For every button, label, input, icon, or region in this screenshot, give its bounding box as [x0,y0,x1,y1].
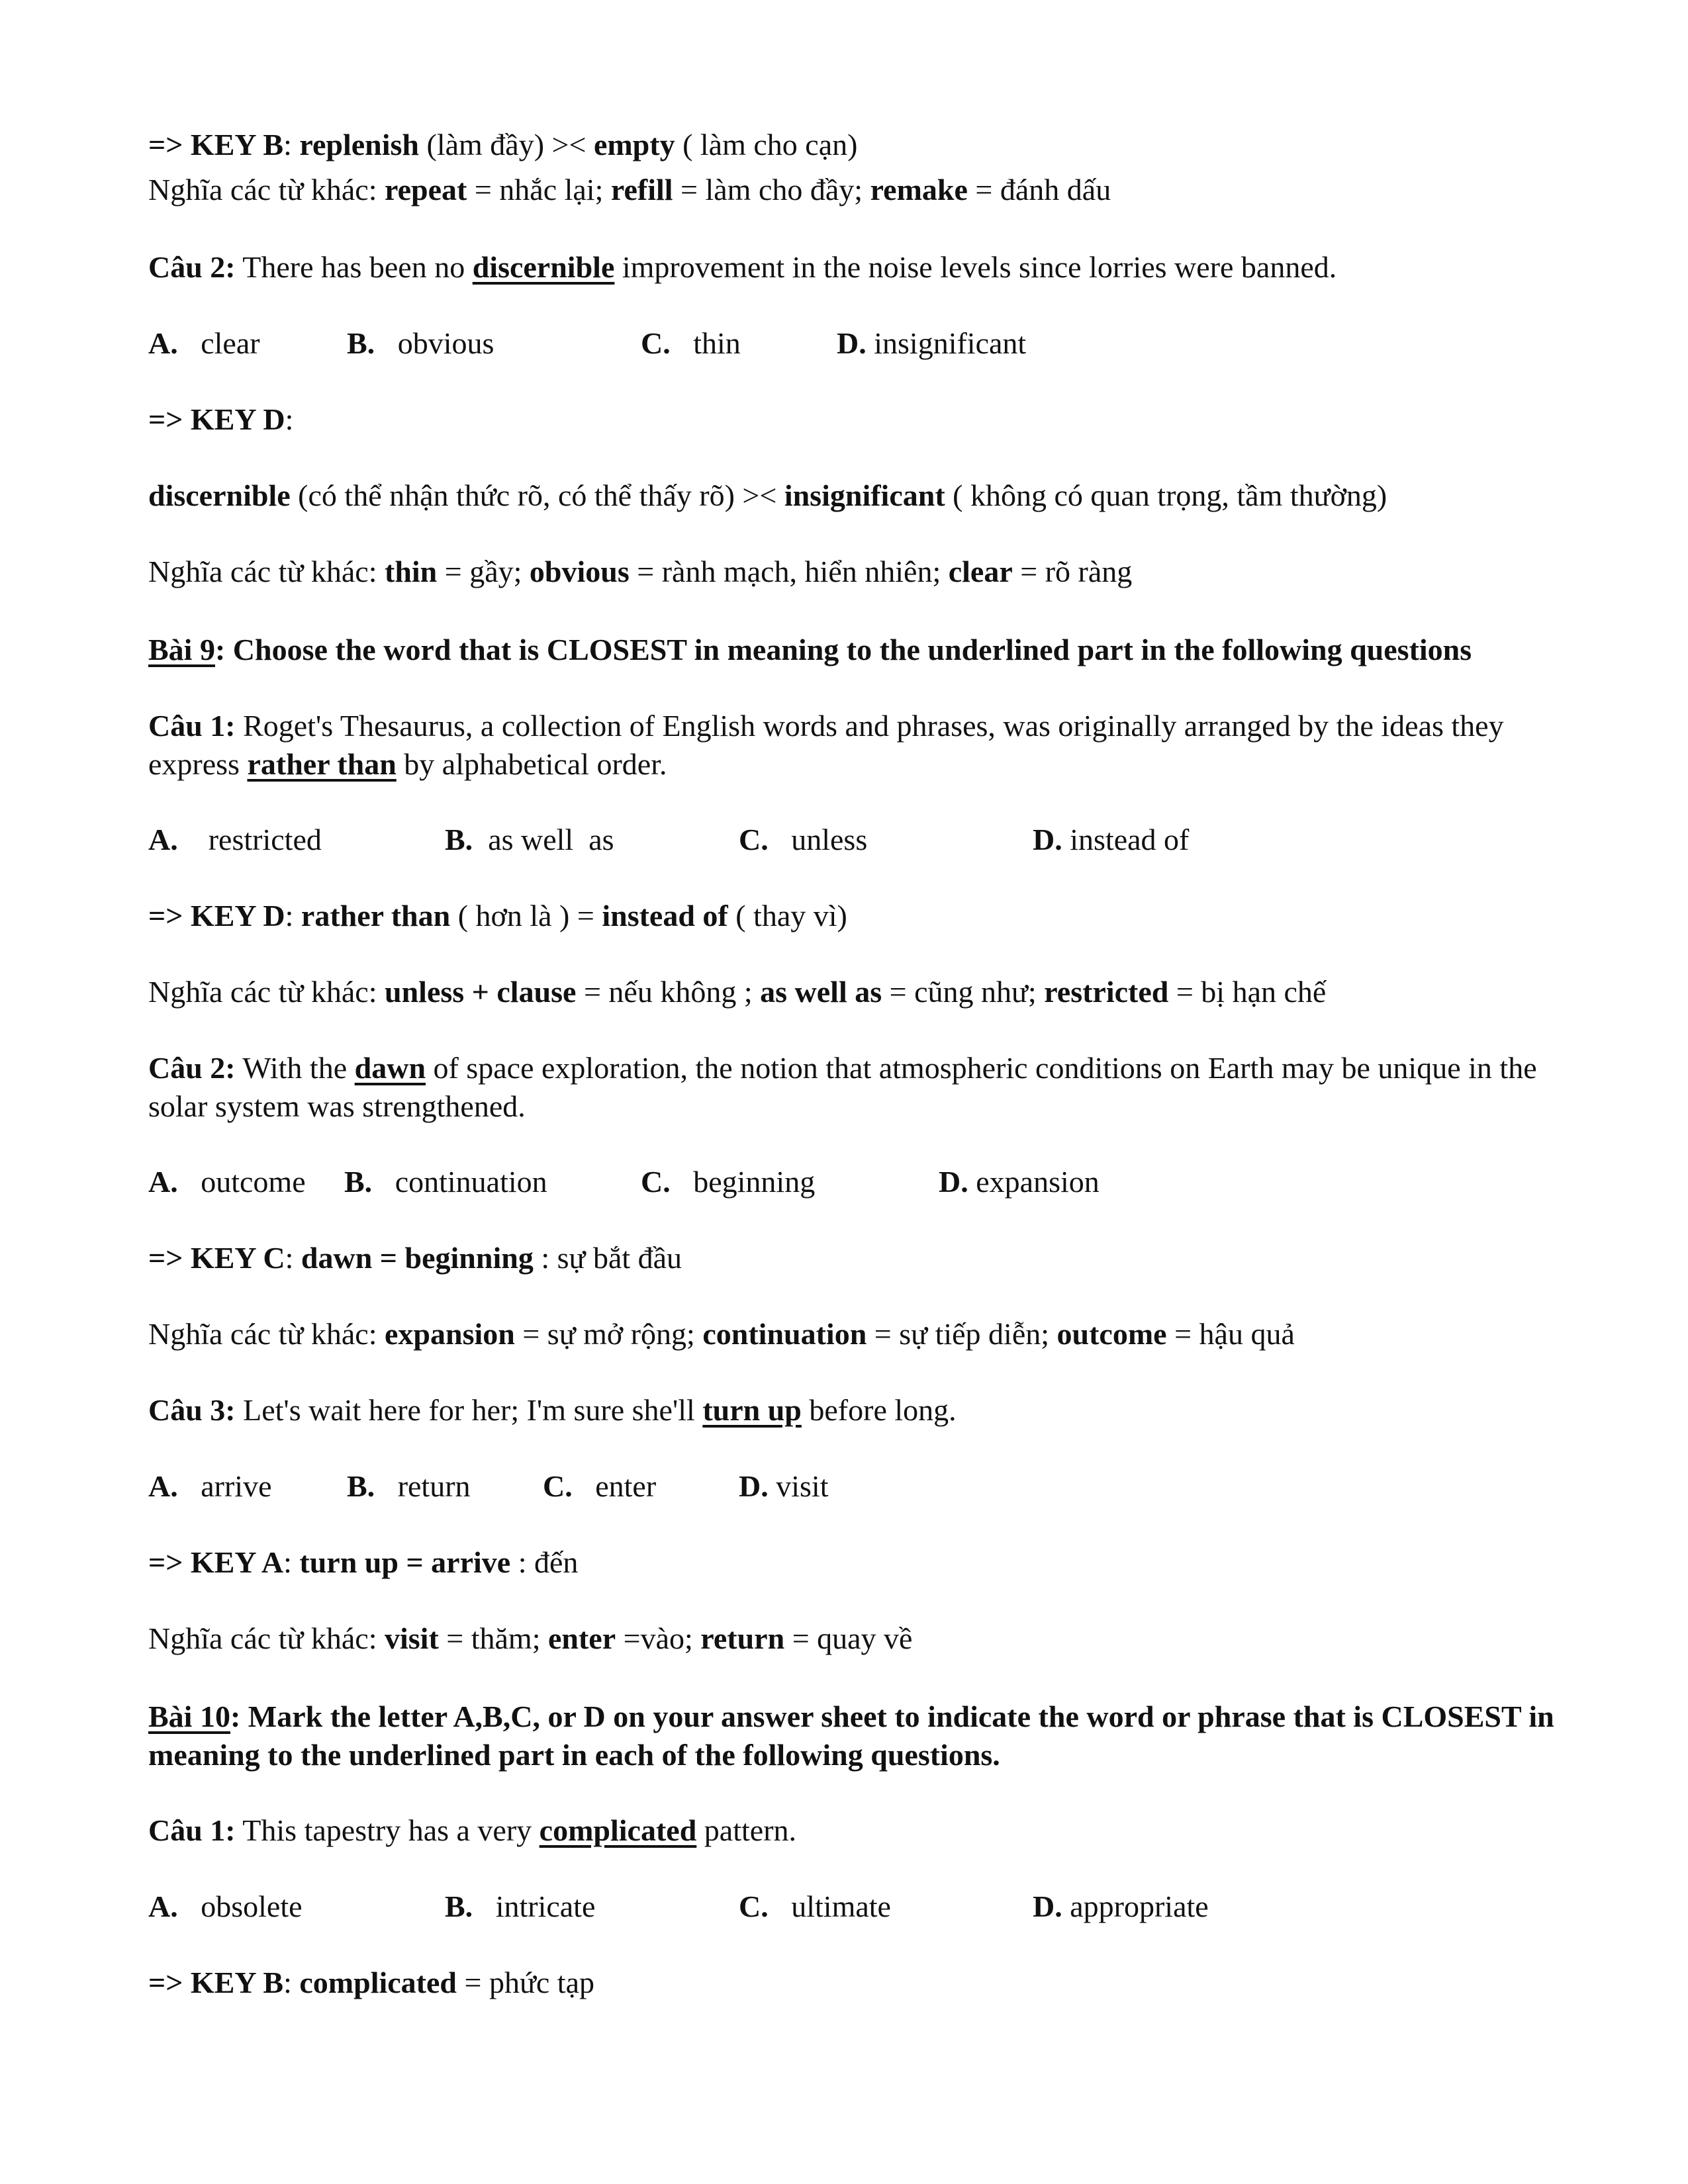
option-c: C. unless [739,823,868,856]
question-stem: Câu 1: This tapestry has a very complicated pattern. [148,1813,797,1847]
option-b: B. obvious [347,326,494,360]
option-b: B. return [347,1469,471,1503]
option-d: D. visit [739,1469,829,1503]
meaning-line: Nghĩa các từ khác: expansion = sự mở rộng; continuation = sự tiếp diễn; outcome = hậu quả [148,1317,1295,1351]
explanation: discernible (có thể nhận thức rõ, có thể thấy rõ) >< insignificant ( không có quan trọng, tầm thường) [148,478,1387,512]
option-d: D. expansion [939,1165,1100,1199]
option-a: A. arrive [148,1469,272,1503]
section-heading: Bài 10: Mark the letter A,B,C, or D on your answer sheet to indicate the word or phrase that is CLOSEST in meaning to the underlined part in each of the following questions. [148,1700,1554,1772]
question-stem: Câu 2: With the dawn of space exploration, the notion that atmospheric conditions on Earth may be unique in the solar system was strengthened. [148,1051,1537,1123]
answer-key: => KEY C: dawn = beginning : sự bắt đầu [148,1241,682,1275]
meaning-line: Nghĩa các từ khác: thin = gầy; obvious = rành mạch, hiển nhiên; clear = rõ ràng [148,555,1133,588]
option-a: A. restricted [148,823,322,856]
option-b: B. continuation [344,1165,547,1199]
question-stem: Câu 2: There has been no discernible improvement in the noise levels since lorries were banned. [148,250,1337,284]
option-b: B. intricate [445,1889,596,1923]
option-a: A. outcome [148,1165,306,1199]
answer-options [148,1163,1591,1201]
meaning-line: Nghĩa các từ khác: visit = thăm; enter =vào; return = quay về [148,1621,913,1655]
answer-key: => KEY B: complicated = phức tạp [148,1966,594,1999]
key-line: => KEY B: replenish (làm đầy) >< empty ( làm cho cạn) [148,128,858,161]
section-heading: Bài 9: Choose the word that is CLOSEST in meaning to the underlined part in the following questions [148,633,1472,666]
answer-options [148,1888,1591,1926]
answer-key: => KEY D: rather than ( hơn là ) = instead of ( thay vì) [148,899,847,933]
option-a: A. obsolete [148,1889,303,1923]
option-b: B. as well as [445,823,614,856]
option-d: D. instead of [1033,823,1190,856]
option-c: C. beginning [641,1165,816,1199]
option-c: C. thin [641,326,741,360]
question-stem: Câu 1: Roget's Thesaurus, a collection of English words and phrases, was originally arranged by the ideas they express rather than by alphabetical order. [148,709,1504,781]
option-c: C. ultimate [739,1889,891,1923]
question-stem: Câu 3: Let's wait here for her; I'm sure she'll turn up before long. [148,1393,957,1427]
answer-options [148,1467,1591,1506]
answer-key: => KEY A: turn up = arrive : đến [148,1545,579,1579]
answer-key: => KEY D: [148,402,294,436]
option-a: A. clear [148,326,260,360]
answer-options [148,324,1591,363]
option-d: D. insignificant [837,326,1027,360]
option-d: D. appropriate [1033,1889,1209,1923]
meaning-line: Nghĩa các từ khác: unless + clause = nếu không ; as well as = cũng như; restricted = bị hạn chế [148,975,1327,1009]
answer-options [148,821,1591,859]
option-c: C. enter [543,1469,657,1503]
meaning-line: Nghĩa các từ khác: repeat = nhắc lại; refill = làm cho đầy; remake = đánh dấu [148,173,1111,206]
